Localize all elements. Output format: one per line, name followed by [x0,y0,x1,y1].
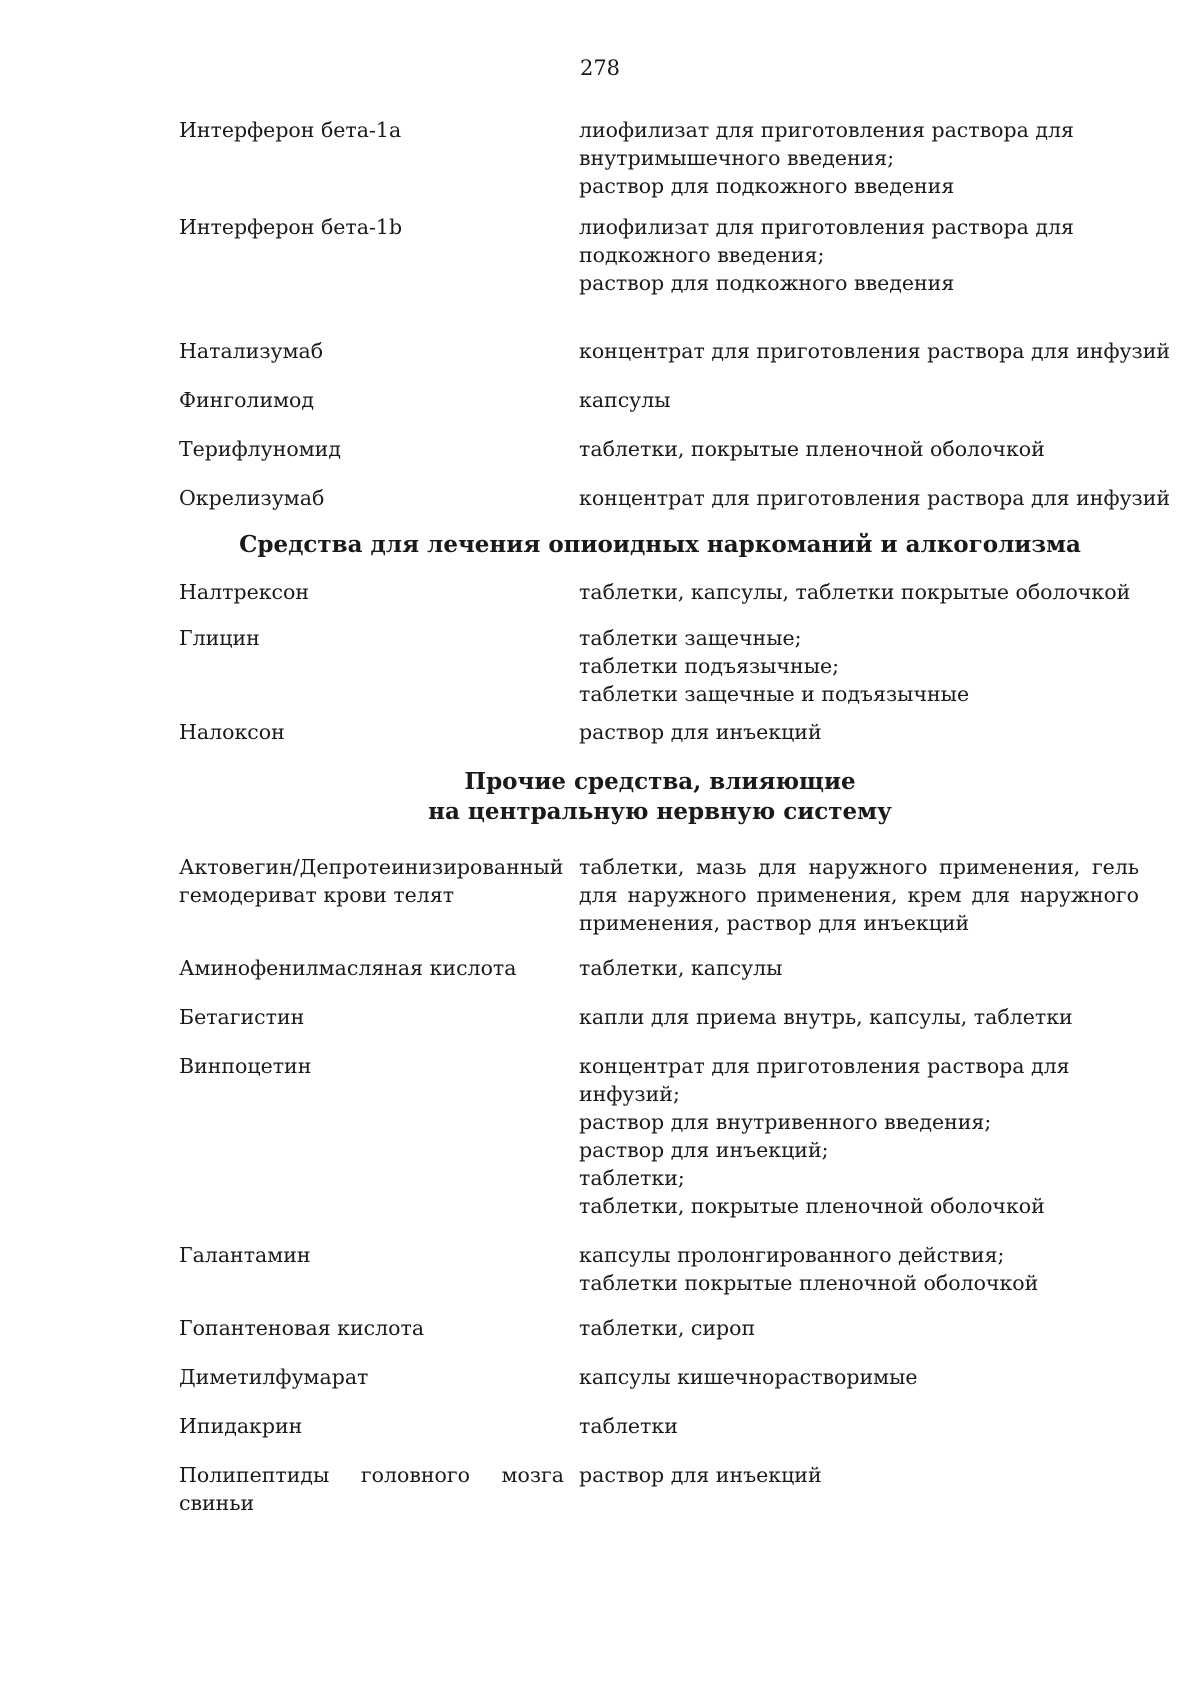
dosage-forms [579,1052,1139,1220]
dosage-form-line: концентрат для приготовления раствора для [579,1054,1070,1078]
dosage-forms [579,337,1171,365]
dosage-form-line: капсулы пролонгированного действия; [579,1243,1005,1267]
dosage-form-line: подкожного введения; [579,243,825,267]
dosage-form-line: раствор для инъекций [579,720,822,744]
drug-name: Гопантеновая кислота [179,1316,425,1340]
drug-name: Диметилфумарат [179,1365,369,1389]
dosage-form-line: раствор для подкожного введения [579,174,955,198]
dosage-form-line: капсулы [579,388,671,412]
dosage-forms [579,116,1139,200]
dosage-form-line: раствор для подкожного введения [579,271,955,295]
drug-name: Галантамин [179,1243,311,1267]
dosage-form-line: таблетки; [579,1166,685,1190]
drug-name: Интерферон бета-1b [179,215,403,239]
dosage-form-line: раствор для инъекций [579,1463,822,1487]
dosage-form-line: раствор для инъекций; [579,1138,829,1162]
drug-name: Ипидакрин [179,1414,303,1438]
dosage-form-line: лиофилизат для приготовления раствора для [579,215,1074,239]
drug-name: Натализумаб [179,339,324,363]
drug-name: Актовегин/Депротеинизированный гемодериват крови телят [179,855,564,907]
drug-name: Аминофенилмасляная кислота [179,956,517,980]
section-heading-opioid-alcohol [0,530,1200,560]
dosage-form-line: таблетки защечные и подъязычные [579,682,970,706]
drug-name: Интерферон бета-1a [179,118,402,142]
drug-name: Окрелизумаб [179,486,325,510]
dosage-forms [579,718,1139,746]
dosage-form-line: таблетки, сироп [579,1316,756,1340]
section-heading-other-cns [0,767,1200,827]
dosage-form-line: таблетки покрытые пленочной оболочкой [579,1271,1039,1295]
drug-name: Финголимод [179,388,315,412]
dosage-forms [579,578,1139,606]
dosage-form-line: таблетки, покрытые пленочной оболочкой [579,437,1045,461]
section-title: Средства для лечения опиоидных наркоманий и алкоголизма [239,531,1081,558]
dosage-forms [579,1461,1139,1489]
dosage-forms [579,1363,1139,1391]
dosage-form-line: концентрат для приготовления раствора для инфузий [579,339,1171,363]
drug-name: Налтрексон [179,580,310,604]
drug-name: Глицин [179,626,260,650]
dosage-form-line: таблетки, капсулы [579,956,783,980]
dosage-forms [579,386,1139,414]
dosage-form-line: таблетки [579,1414,678,1438]
dosage-form-line: таблетки защечные; [579,626,802,650]
drug-name: Терифлуномид [179,437,341,461]
dosage-forms [579,624,1139,708]
dosage-form-line: лиофилизат для приготовления раствора для [579,118,1074,142]
section-title-line-1: Прочие средства, влияющие [464,768,856,795]
dosage-forms [579,213,1139,297]
dosage-forms [579,1241,1139,1297]
dosage-forms [579,435,1139,463]
drug-name: Налоксон [179,720,285,744]
dosage-forms [579,1412,1139,1440]
dosage-form-line: внутримышечного введения; [579,146,895,170]
dosage-form-line: концентрат для приготовления раствора для инфузий [579,486,1171,510]
dosage-form-line: таблетки, покрытые пленочной оболочкой [579,1194,1045,1218]
dosage-form-line: раствор для внутривенного введения; [579,1110,992,1134]
dosage-forms [579,1314,1139,1342]
section-title-line-2: на центральную нервную систему [428,798,892,825]
dosage-form-line: таблетки, капсулы, таблетки покрытые оболочкой [579,580,1131,604]
page-number: 278 [579,56,621,80]
drug-name: Полипептиды головного мозга свиньи [179,1463,564,1515]
drug-name: Винпоцетин [179,1054,312,1078]
dosage-form-line: таблетки подъязычные; [579,654,840,678]
dosage-form-line: капли для приема внутрь, капсулы, таблетки [579,1005,1073,1029]
dosage-forms: таблетки, мазь для наружного применения, гель для наружного применения, крем для наружного применения, раствор для инъекций [579,855,1139,935]
dosage-form-line: инфузий; [579,1082,680,1106]
dosage-form-line: капсулы кишечнорастворимые [579,1365,918,1389]
drug-name: Бетагистин [179,1005,305,1029]
dosage-forms [579,484,1171,512]
dosage-forms [579,954,1139,982]
dosage-forms [579,1003,1139,1031]
